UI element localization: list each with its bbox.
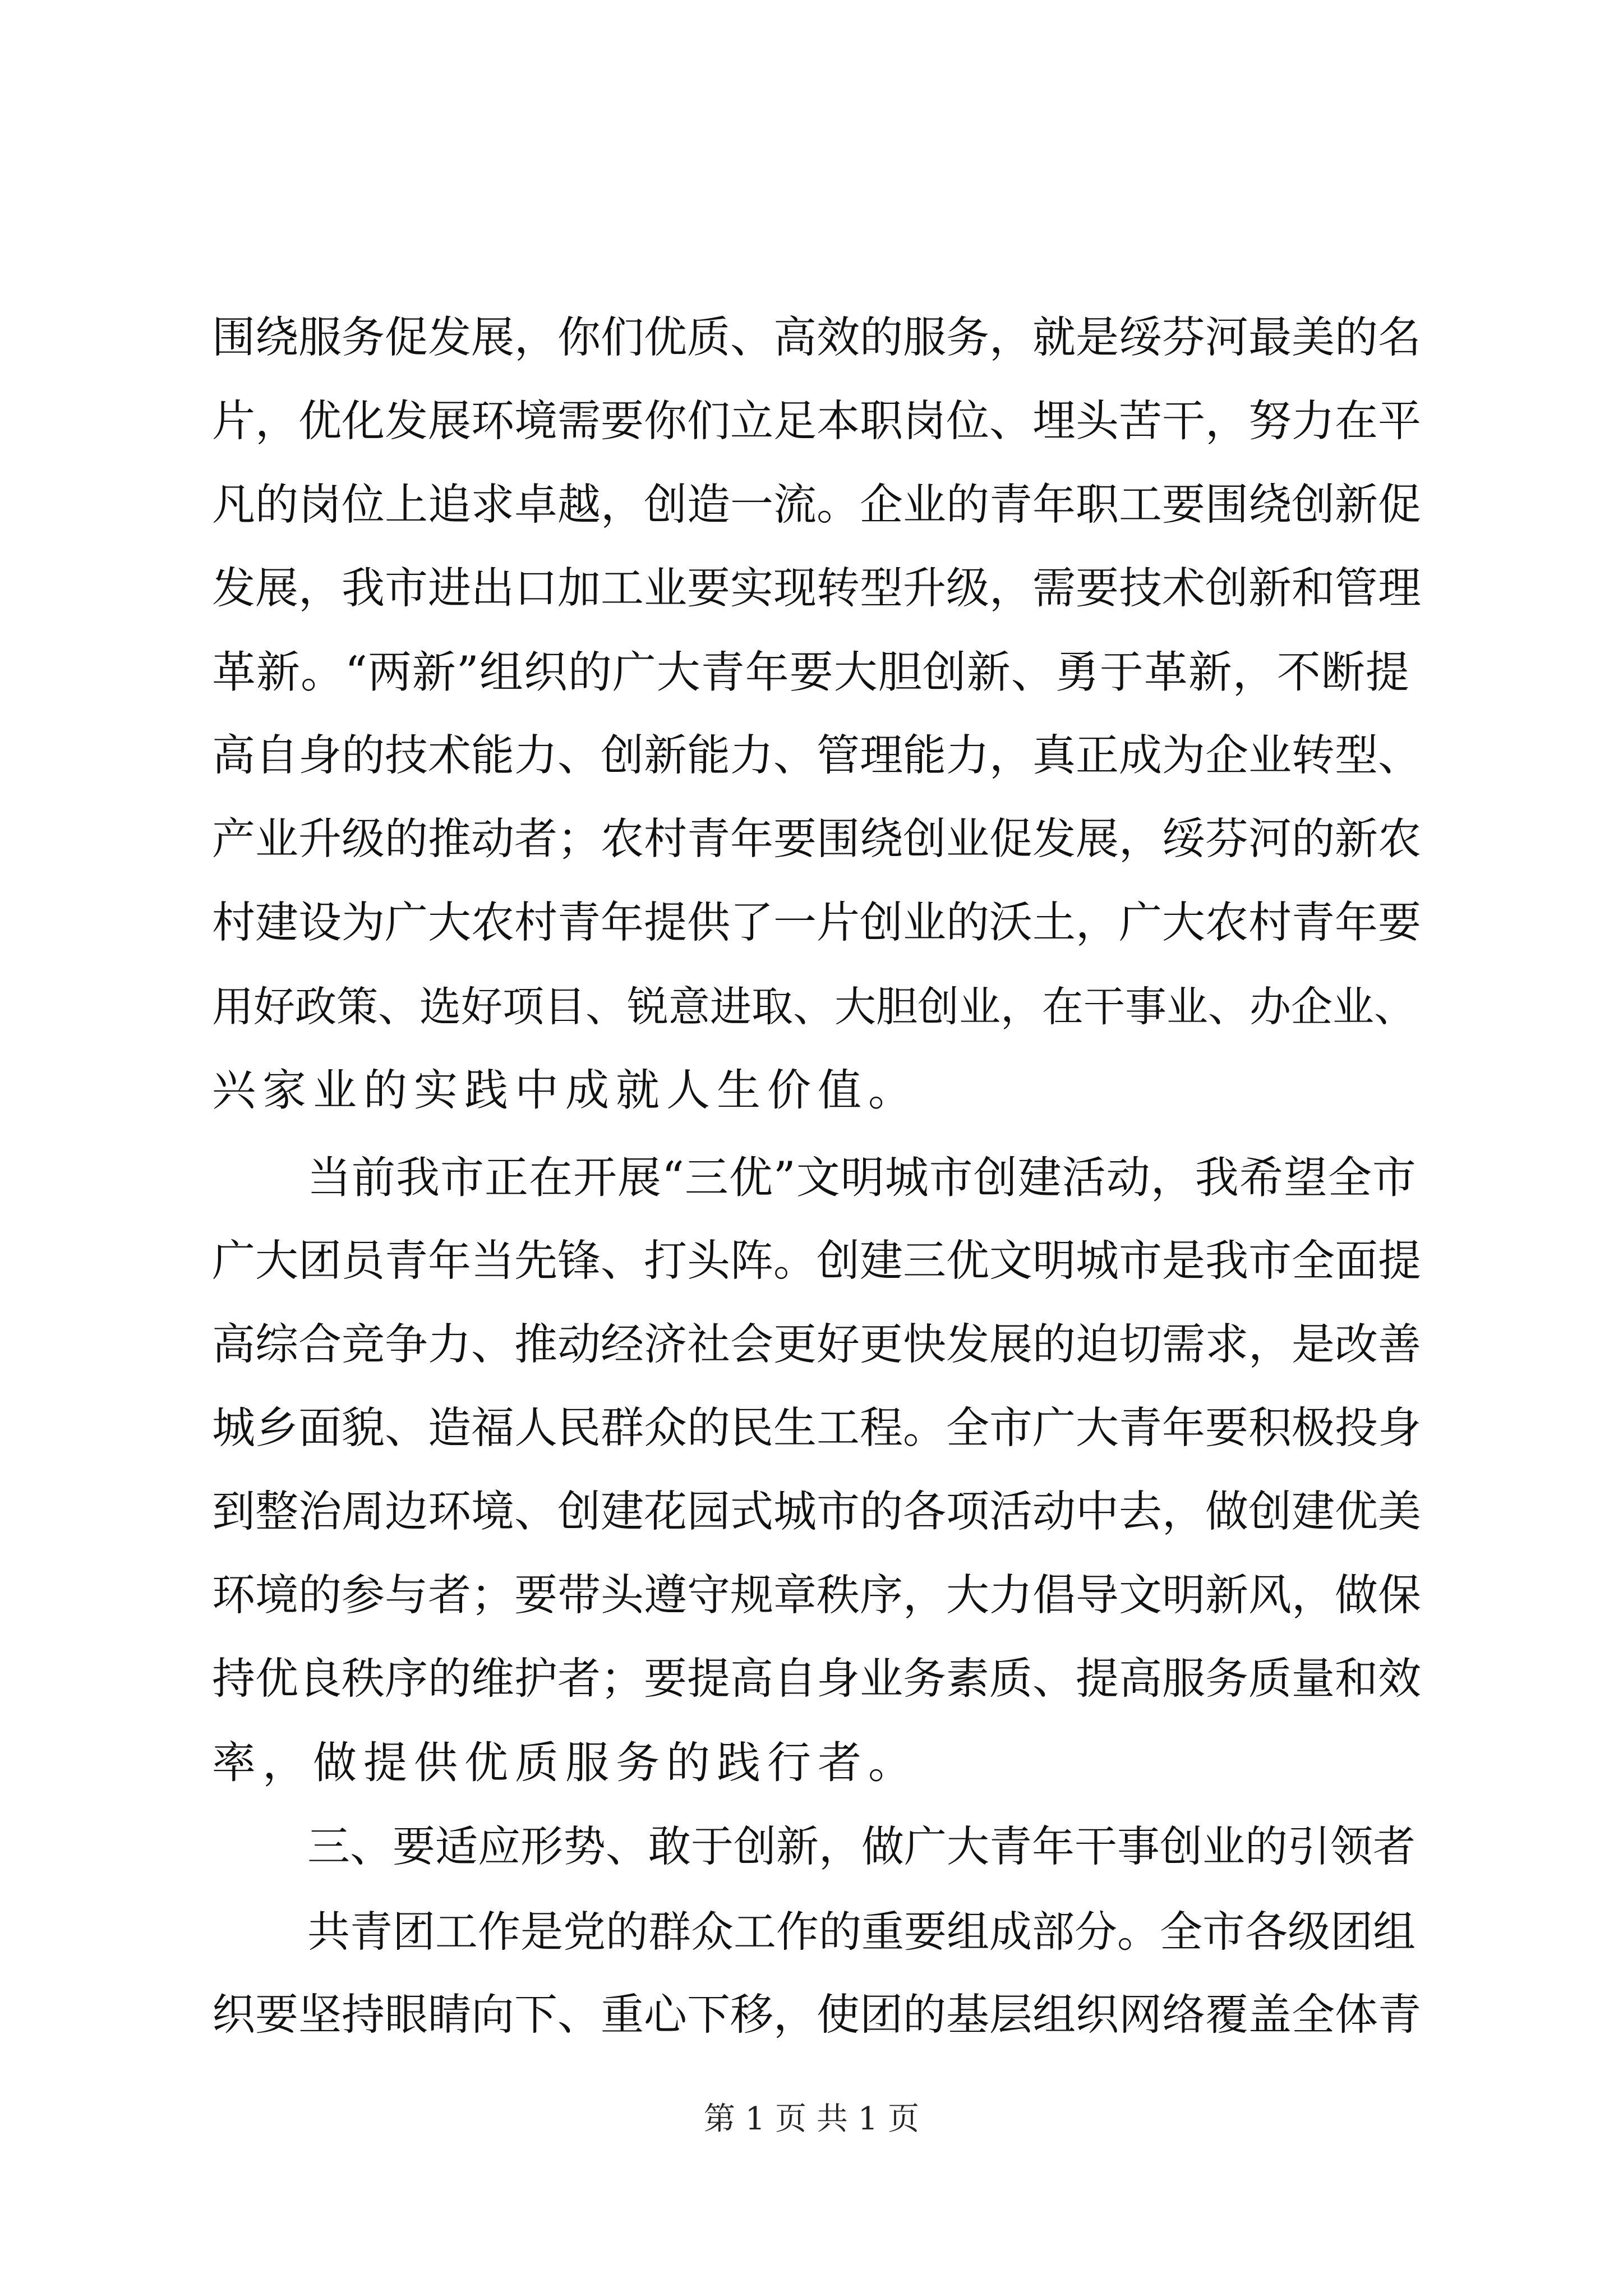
body-text-line: 发展，我市进出口加工业要实现转型升级，需要技术创新和管理 (212, 564, 1421, 614)
body-text-line: 高综合竞争力、推动经济社会更好更快发展的迫切需求，是改善 (212, 1320, 1421, 1370)
body-text-line: 高自身的技术能力、创新能力、管理能力，真正成为企业转型、 (212, 731, 1421, 781)
body-text-line: 城乡面貌、造福人民群众的民生工程。全市广大青年要积极投身 (212, 1404, 1421, 1453)
body-text-line: 率，做提供优质服务的践行者。 (212, 1738, 919, 1788)
body-text-line: 凡的岗位上追求卓越，创造一流。企业的青年职工要围绕创新促 (212, 480, 1421, 530)
body-text-line: 产业升级的推动者；农村青年要围绕创业促发展，绥芬河的新农 (212, 815, 1421, 864)
page-footer: 第 1 页 共 1 页 (703, 2101, 920, 2137)
section-heading: 三、要适应形势、敢于创新，做广大青年干事创业的引领者 (307, 1821, 1415, 1871)
body-text-line: 村建设为广大农村青年提供了一片创业的沃土，广大农村青年要 (212, 898, 1421, 948)
body-text-line: 到整治周边环境、创建花园式城市的各项活动中去，做创建优美 (212, 1487, 1421, 1537)
body-text-line: 广大团员青年当先锋、打头阵。创建三优文明城市是我市全面提 (212, 1236, 1421, 1286)
body-text-line: 持优良秩序的维护者；要提高自身业务素质、提高服务质量和效 (212, 1654, 1421, 1704)
body-text-line: 用好政策、选好项目、锐意进取、大胆创业，在干事业、办企业、 (212, 983, 1415, 1031)
body-text-line: 兴家业的实践中成就人生价值。 (212, 1065, 919, 1116)
body-text-line: 织要坚持眼睛向下、重心下移，使团的基层组织网络覆盖全体青 (212, 1990, 1421, 2040)
body-text-line: 围绕服务促发展，你们优质、高效的服务，就是绥芬河最美的名 (212, 313, 1421, 363)
paragraph-first-line: 共青团工作是党的群众工作的重要组成部分。全市各级团组 (307, 1907, 1415, 1957)
paragraph-first-line: 当前我市正在开展“三优”文明城市创建活动，我希望全市 (307, 1153, 1417, 1203)
body-text-line: 片，优化发展环境需要你们立足本职岗位、埋头苦干，努力在平 (212, 397, 1421, 447)
body-text-line: 革新。“两新”组织的广大青年要大胆创新、勇于革新，不断提 (212, 647, 1410, 698)
body-text-line: 环境的参与者；要带头遵守规章秩序，大力倡导文明新风，做保 (212, 1571, 1421, 1621)
